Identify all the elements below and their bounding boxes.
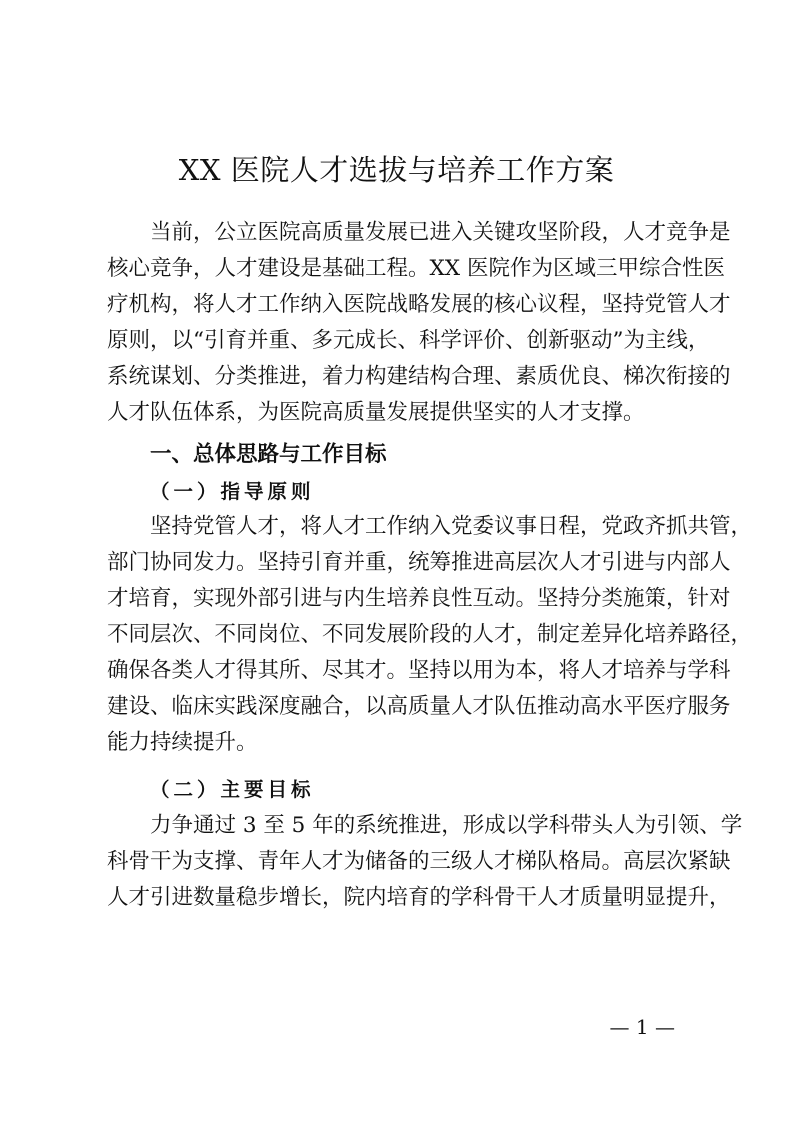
paragraph-line: 人才引进数量稳步增长，院内培育的学科骨干人才质量明显提升， [107,885,731,910]
intro-paragraph [107,215,731,431]
paragraph-line: 原则，以“引育并重、多元成长、科学评价、创新驱动”为主线， [107,328,710,353]
paragraph-line: 人才队伍体系，为医院高质量发展提供坚实的人才支撑。 [107,400,645,425]
document-title: XX 医院人才选拔与培养工作方案 [178,153,615,187]
subsection-heading: （一）指导原则 [150,480,315,503]
paragraph-line: 当前，公立医院高质量发展已进入关键攻坚阶段，人才竞争是 [150,220,731,245]
paragraph-line: 能力持续提升。 [107,730,258,755]
paragraph-line: 不同层次、不同岗位、不同发展阶段的人才，制定差异化培养路径， [107,622,753,647]
page-number: — 1 — [609,1015,675,1039]
subsection-heading: （二）主要目标 [150,778,315,801]
paragraph-line: 建设、临床实践深度融合，以高质量人才队伍推动高水平医疗服务 [107,694,731,719]
goals-paragraph [107,808,743,916]
paragraph-line: 系统谋划、分类推进，着力构建结构合理、素质优良、梯次衔接的 [107,364,731,389]
paragraph-line: 部门协同发力。坚持引育并重，统筹推进高层次人才引进与内部人 [107,550,731,575]
principles-paragraph [107,509,753,761]
paragraph-line: 科骨干为支撑、青年人才为储备的三级人才梯队格局。高层次紧缺 [107,849,731,874]
paragraph-line: 力争通过 3 至 5 年的系统推进，形成以学科带头人为引领、学 [150,813,743,838]
paragraph-line: 核心竞争，人才建设是基础工程。XX 医院作为区域三甲综合性医 [107,256,725,281]
paragraph-line: 确保各类人才得其所、尽其才。坚持以用为本，将人才培养与学科 [107,658,731,683]
section-heading: 一、总体思路与工作目标 [150,442,387,467]
paragraph-line: 坚持党管人才，将人才工作纳入党委议事日程，党政齐抓共管， [150,514,753,539]
paragraph-line: 疗机构，将人才工作纳入医院战略发展的核心议程，坚持党管人才 [107,292,731,317]
paragraph-line: 才培育，实现外部引进与内生培养良性互动。坚持分类施策，针对 [107,586,731,611]
